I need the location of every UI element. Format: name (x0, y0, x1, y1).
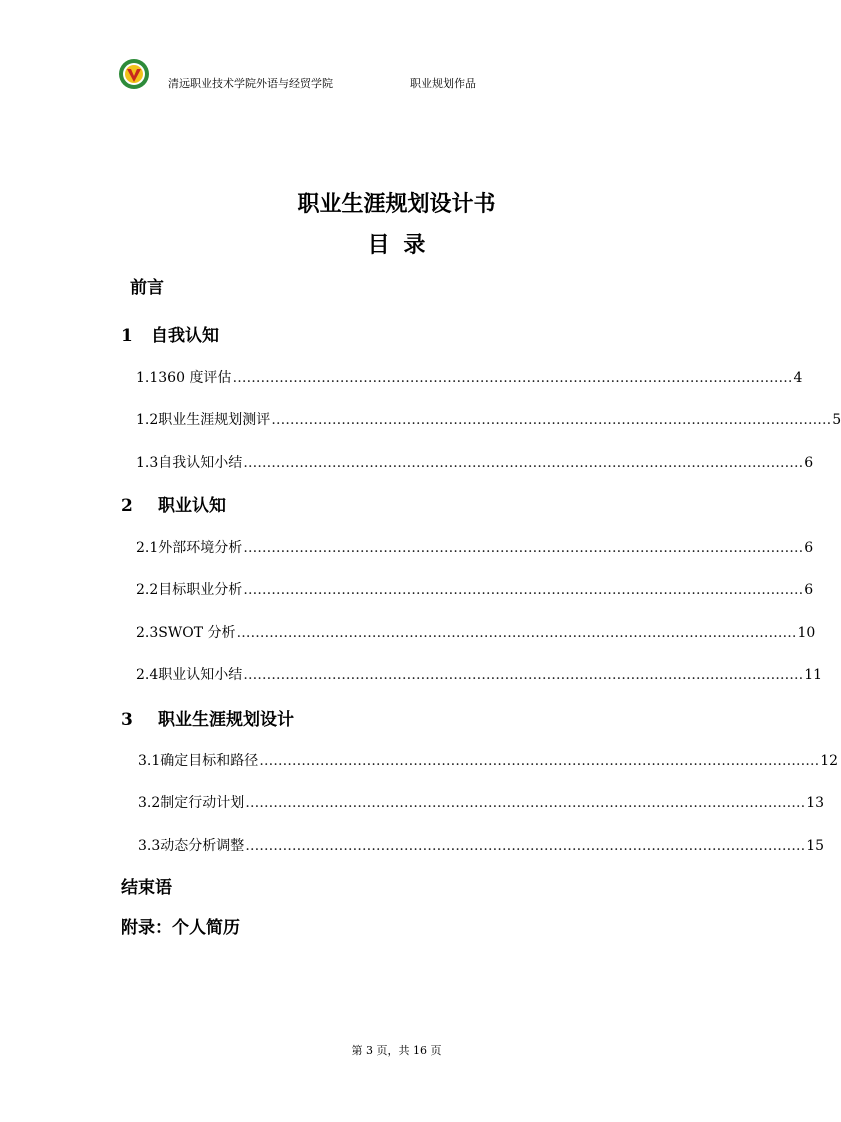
college-logo-icon (118, 58, 150, 90)
document-title: 职业生涯规划设计书 (297, 192, 496, 217)
toc-entry[interactable] (136, 409, 841, 429)
toc-preface: 前言 (130, 278, 164, 298)
toc-entry-title: 制定行动计划 (160, 795, 245, 811)
toc-entry[interactable] (136, 579, 814, 599)
leader-dots: ………………………………………………………………………………………………………… (243, 667, 804, 683)
toc-section-2 (121, 491, 226, 516)
leader-dots: ………………………………………………………………………………………………………… (259, 753, 820, 769)
toc-entry-page: 6 (804, 455, 814, 471)
toc-entry-number: 2.2 (136, 582, 159, 598)
leader-dots: ………………………………………………………………………………………………………… (236, 625, 797, 641)
page-header (118, 58, 678, 92)
toc-entry-page: 6 (804, 582, 814, 598)
toc-entry-number: 1.2 (136, 412, 159, 428)
toc-entry-title: 自我认知小结 (158, 455, 243, 471)
toc-entry-page: 11 (804, 667, 823, 683)
toc-appendix: 附录：个人简历 (121, 918, 240, 938)
toc-entry-page: 12 (820, 753, 839, 769)
toc-entry-number: 3.1 (138, 753, 161, 769)
toc-entry-number: 1.1 (136, 370, 159, 386)
page-footer: 第 3 页，共 16 页 (351, 1044, 442, 1057)
toc-entry[interactable] (136, 622, 816, 642)
header-institution: 清远职业技术学院外语与经贸学院 (168, 77, 333, 90)
toc-entry-page: 5 (832, 412, 841, 428)
leader-dots: ………………………………………………………………………………………………………… (243, 540, 804, 556)
toc-entry-number: 1.3 (136, 455, 159, 471)
toc-entry-title: 外部环境分析 (158, 540, 243, 556)
toc-section-1 (121, 321, 219, 346)
leader-dots: ………………………………………………………………………………………………………… (243, 455, 804, 471)
toc-entry-number: 3.2 (138, 795, 161, 811)
toc-section-title: 自我认知 (151, 326, 219, 346)
toc-entry-title: 确定目标和路径 (160, 753, 259, 769)
toc-entry-title: 职业生涯规划测评 (158, 412, 271, 428)
toc-section-title: 职业生涯规划设计 (158, 710, 294, 730)
toc-entry-title: 职业认知小结 (158, 667, 243, 683)
toc-entry[interactable] (136, 537, 814, 557)
toc-section-number: 2 (121, 496, 133, 516)
toc-section-number: 3 (121, 710, 133, 730)
toc-entry-page: 6 (804, 540, 814, 556)
toc-entry-page: 13 (806, 795, 825, 811)
leader-dots: ………………………………………………………………………………………………………… (232, 370, 793, 386)
toc-entry[interactable] (136, 452, 814, 472)
toc-entry-page: 4 (793, 370, 803, 386)
toc-title: 目 录 (367, 233, 426, 258)
toc-entry-title: SWOT 分析 (158, 625, 236, 641)
header-doc-type: 职业规划作品 (410, 77, 476, 90)
leader-dots: ………………………………………………………………………………………………………… (245, 838, 806, 854)
toc-section-title: 职业认知 (158, 496, 226, 516)
leader-dots: ………………………………………………………………………………………………………… (245, 795, 806, 811)
toc-entry-number: 2.4 (136, 667, 159, 683)
toc-entry[interactable] (136, 367, 803, 387)
toc-entry-title: 360 度评估 (158, 370, 232, 386)
toc-entry[interactable] (136, 664, 823, 684)
toc-entry-number: 2.3 (136, 625, 159, 641)
leader-dots: ………………………………………………………………………………………………………… (243, 582, 804, 598)
leader-dots: ………………………………………………………………………………………………………… (271, 412, 832, 428)
toc-entry-number: 3.3 (138, 838, 161, 854)
toc-section-number: 1 (121, 326, 133, 346)
toc-entry-page: 15 (806, 838, 825, 854)
toc-entry-number: 2.1 (136, 540, 159, 556)
toc-entry-title: 目标职业分析 (158, 582, 243, 598)
toc-entry-page: 10 (797, 625, 816, 641)
toc-conclusion: 结束语 (121, 878, 172, 898)
toc-entry[interactable] (138, 750, 839, 770)
toc-entry-title: 动态分析调整 (160, 838, 245, 854)
toc-entry[interactable] (138, 792, 825, 812)
toc-entry[interactable] (138, 835, 825, 855)
toc-section-3 (121, 705, 294, 730)
